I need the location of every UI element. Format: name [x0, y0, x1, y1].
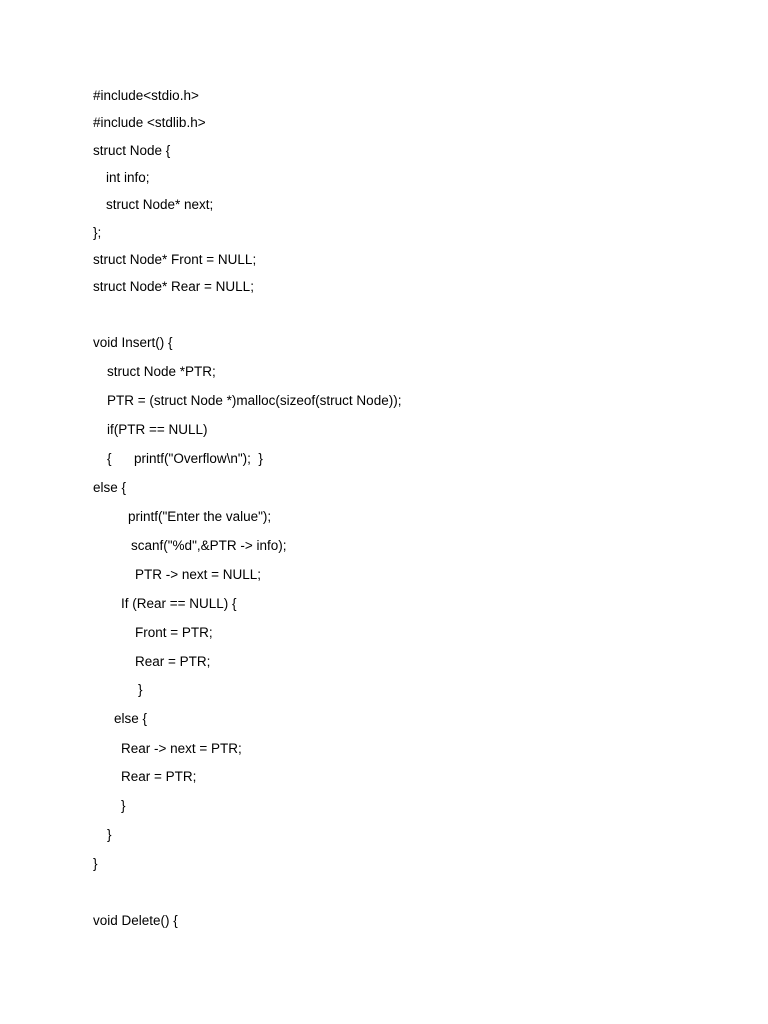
code-line: struct Node* Rear = NULL;	[93, 279, 254, 294]
code-line: printf("Enter the value");	[128, 509, 272, 524]
code-line: }	[93, 856, 98, 871]
code-line: Rear = PTR;	[121, 769, 197, 784]
code-line: Rear -> next = PTR;	[121, 741, 242, 756]
code-line: struct Node *PTR;	[107, 364, 216, 379]
code-line: struct Node {	[93, 143, 171, 158]
code-line: }	[138, 682, 143, 697]
code-line: { printf("Overflow\n"); }	[107, 451, 263, 466]
code-line: }	[121, 798, 126, 813]
code-line: If (Rear == NULL) {	[121, 596, 237, 611]
code-line: else {	[114, 711, 148, 726]
code-line: if(PTR == NULL)	[107, 422, 208, 437]
code-line: int info;	[106, 170, 150, 185]
code-line: scanf("%d",&PTR -> info);	[131, 538, 287, 553]
code-line: else {	[93, 480, 127, 495]
code-line: void Insert() {	[93, 335, 173, 350]
code-line: };	[93, 225, 102, 240]
code-line: PTR -> next = NULL;	[135, 567, 262, 582]
code-line: PTR = (struct Node *)malloc(sizeof(struct Node));	[107, 393, 402, 408]
code-line: #include <stdlib.h>	[93, 115, 206, 130]
code-line: Front = PTR;	[135, 625, 213, 640]
code-line: #include<stdio.h>	[93, 88, 199, 103]
code-line: Rear = PTR;	[135, 654, 211, 669]
code-line: struct Node* next;	[106, 197, 214, 212]
code-line: struct Node* Front = NULL;	[93, 252, 257, 267]
code-line: }	[107, 827, 112, 842]
code-line: void Delete() {	[93, 913, 178, 928]
